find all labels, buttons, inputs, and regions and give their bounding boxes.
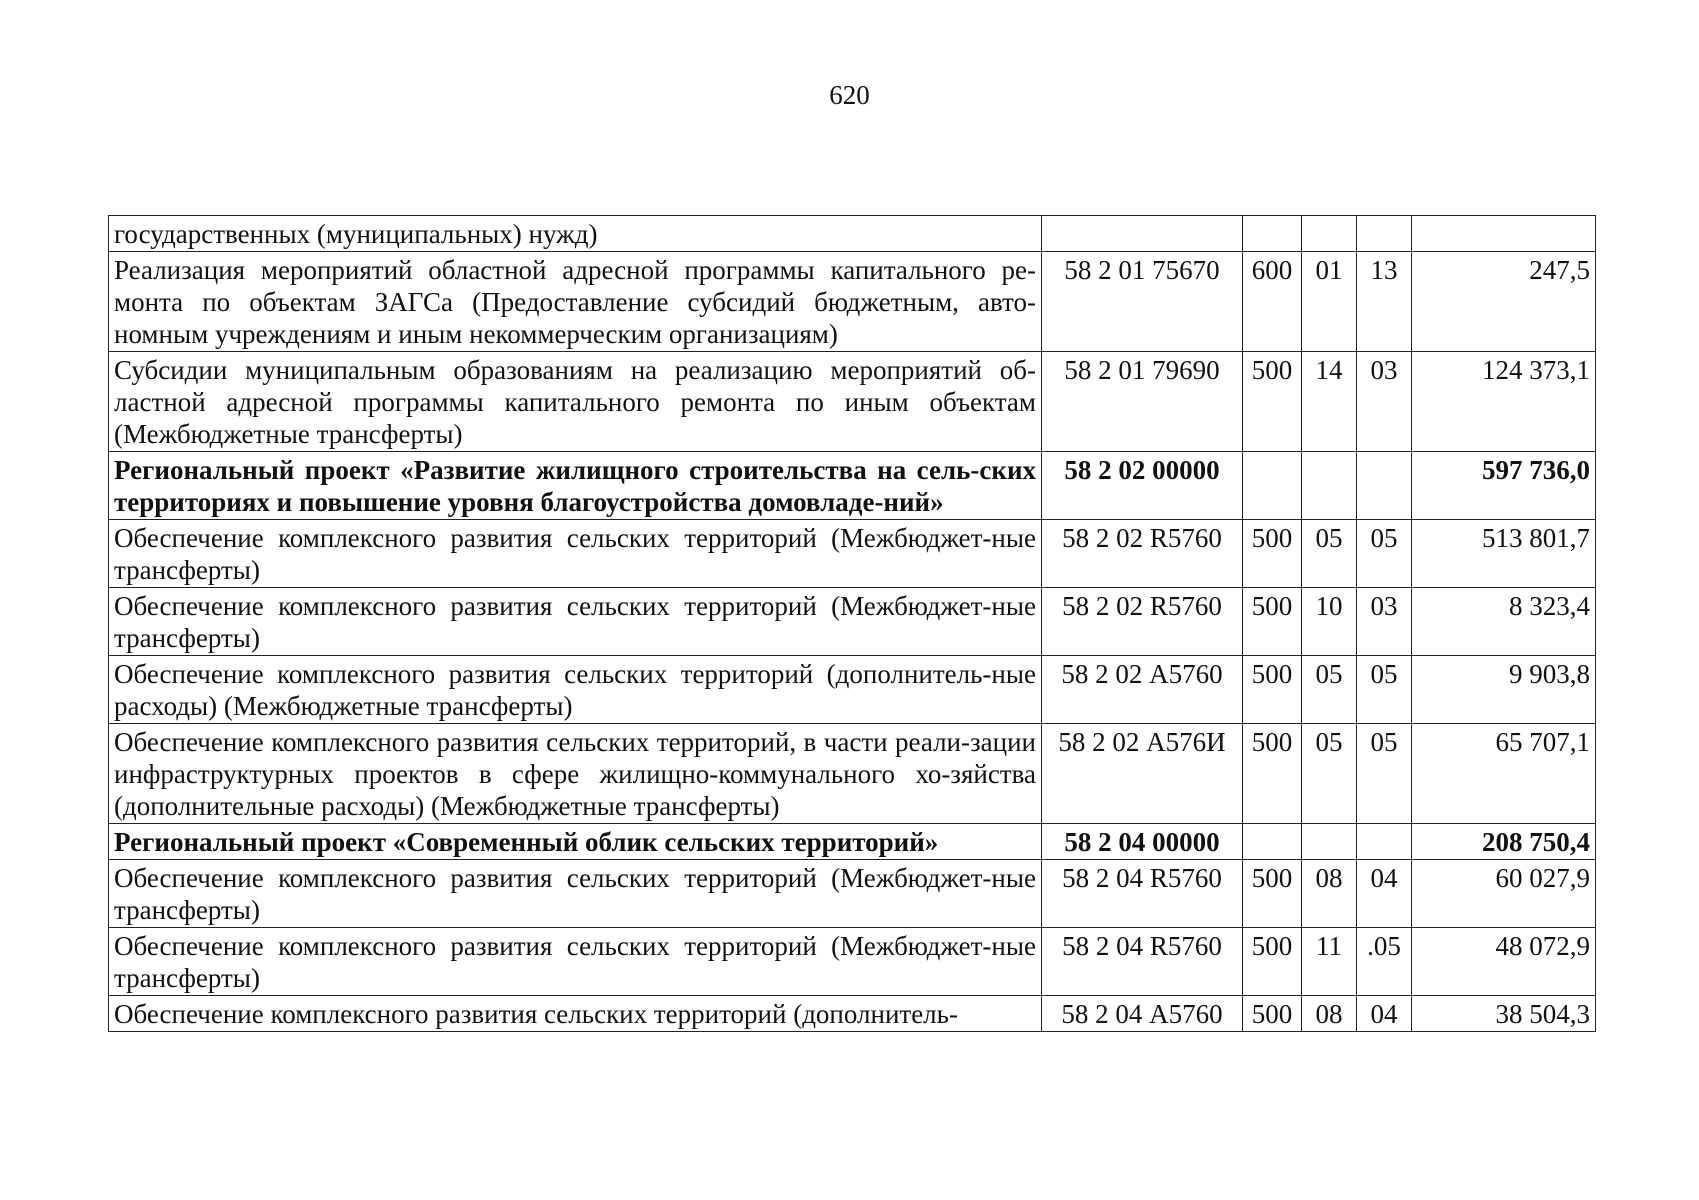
row-pr: .05	[1357, 928, 1412, 996]
row-sum: 247,5	[1412, 252, 1596, 352]
budget-table	[108, 215, 1596, 1032]
row-rz: 05	[1302, 520, 1357, 588]
page-number: 620	[829, 80, 870, 110]
table-row	[109, 216, 1596, 252]
row-code: 58 2 02 А5760	[1042, 656, 1243, 724]
table-row	[109, 928, 1596, 996]
row-vr: 500	[1243, 352, 1302, 452]
row-rz: 10	[1302, 588, 1357, 656]
row-vr: 500	[1243, 860, 1302, 928]
row-pr: 05	[1357, 656, 1412, 724]
row-rz: 01	[1302, 252, 1357, 352]
row-sum: 513 801,7	[1412, 520, 1596, 588]
row-rz: 11	[1302, 928, 1357, 996]
row-pr: 13	[1357, 252, 1412, 352]
row-code: 58 2 02 00000	[1042, 452, 1243, 520]
row-rz: 05	[1302, 724, 1357, 824]
row-code: 58 2 04 А5760	[1042, 996, 1243, 1032]
row-rz: 05	[1302, 656, 1357, 724]
row-name: Реализация мероприятий областной адресной программы капитального ре-монта по объектам ЗАГСа (Предоставление субсидий бюджетным, авто-номным учреждениям и иным некоммерческим организациям)	[109, 252, 1042, 352]
row-pr	[1357, 452, 1412, 520]
row-name: Региональный проект «Развитие жилищного строительства на сель-ских территориях и повышение уровня благоустройства домовладе-ний»	[109, 452, 1042, 520]
row-name: Обеспечение комплексного развития сельских территорий (дополнитель-ные расходы) (Межбюджетные трансферты)	[109, 656, 1042, 724]
row-vr: 500	[1243, 724, 1302, 824]
table-row-section	[109, 452, 1596, 520]
row-name: Региональный проект «Современный облик сельских территорий»	[109, 824, 1042, 860]
row-vr: 500	[1243, 588, 1302, 656]
row-rz: 08	[1302, 860, 1357, 928]
row-pr: 04	[1357, 996, 1412, 1032]
row-code	[1042, 216, 1243, 252]
table-row	[109, 656, 1596, 724]
row-sum: 48 072,9	[1412, 928, 1596, 996]
row-pr: 03	[1357, 352, 1412, 452]
row-vr	[1243, 824, 1302, 860]
row-code: 58 2 02 R5760	[1042, 520, 1243, 588]
row-sum	[1412, 216, 1596, 252]
row-code: 58 2 04 R5760	[1042, 860, 1243, 928]
table-row	[109, 588, 1596, 656]
row-vr: 500	[1243, 928, 1302, 996]
row-pr	[1357, 216, 1412, 252]
row-name: Обеспечение комплексного развития сельских территорий, в части реали-зации инфраструктурных проектов в сфере жилищно-коммунального хо-зяйства (дополнительные расходы) (Межбюджетные трансферты)	[109, 724, 1042, 824]
row-name: Обеспечение комплексного развития сельских территорий (Межбюджет-ные трансферты)	[109, 860, 1042, 928]
row-sum: 208 750,4	[1412, 824, 1596, 860]
row-name: Обеспечение комплексного развития сельских территорий (Межбюджет-ные трансферты)	[109, 928, 1042, 996]
row-pr: 05	[1357, 724, 1412, 824]
row-name: государственных (муниципальных) нужд)	[109, 216, 1042, 252]
row-rz: 14	[1302, 352, 1357, 452]
table-row	[109, 520, 1596, 588]
row-vr	[1243, 216, 1302, 252]
row-sum: 124 373,1	[1412, 352, 1596, 452]
table-row-section	[109, 824, 1596, 860]
row-vr: 500	[1243, 520, 1302, 588]
row-pr	[1357, 824, 1412, 860]
row-rz	[1302, 452, 1357, 520]
row-sum: 597 736,0	[1412, 452, 1596, 520]
table-row	[109, 252, 1596, 352]
row-pr: 05	[1357, 520, 1412, 588]
row-sum: 38 504,3	[1412, 996, 1596, 1032]
row-code: 58 2 04 00000	[1042, 824, 1243, 860]
row-rz	[1302, 216, 1357, 252]
row-sum: 65 707,1	[1412, 724, 1596, 824]
row-pr: 03	[1357, 588, 1412, 656]
row-vr	[1243, 452, 1302, 520]
row-rz: 08	[1302, 996, 1357, 1032]
row-name: Обеспечение комплексного развития сельских территорий (дополнитель-	[109, 996, 1042, 1032]
row-name: Обеспечение комплексного развития сельских территорий (Межбюджет-ные трансферты)	[109, 588, 1042, 656]
table-row	[109, 860, 1596, 928]
row-code: 58 2 04 R5760	[1042, 928, 1243, 996]
table-row	[109, 724, 1596, 824]
row-code: 58 2 02 А576И	[1042, 724, 1243, 824]
row-code: 58 2 01 79690	[1042, 352, 1243, 452]
table-row	[109, 352, 1596, 452]
row-vr: 600	[1243, 252, 1302, 352]
row-name: Обеспечение комплексного развития сельских территорий (Межбюджет-ные трансферты)	[109, 520, 1042, 588]
row-sum: 9 903,8	[1412, 656, 1596, 724]
row-pr: 04	[1357, 860, 1412, 928]
row-sum: 60 027,9	[1412, 860, 1596, 928]
row-vr: 500	[1243, 656, 1302, 724]
row-code: 58 2 02 R5760	[1042, 588, 1243, 656]
row-rz	[1302, 824, 1357, 860]
table-row	[109, 996, 1596, 1032]
row-code: 58 2 01 75670	[1042, 252, 1243, 352]
row-vr: 500	[1243, 996, 1302, 1032]
row-name: Субсидии муниципальным образованиям на реализацию мероприятий об-ластной адресной программы капитального ремонта по иным объектам (Межбюджетные трансферты)	[109, 352, 1042, 452]
row-sum: 8 323,4	[1412, 588, 1596, 656]
